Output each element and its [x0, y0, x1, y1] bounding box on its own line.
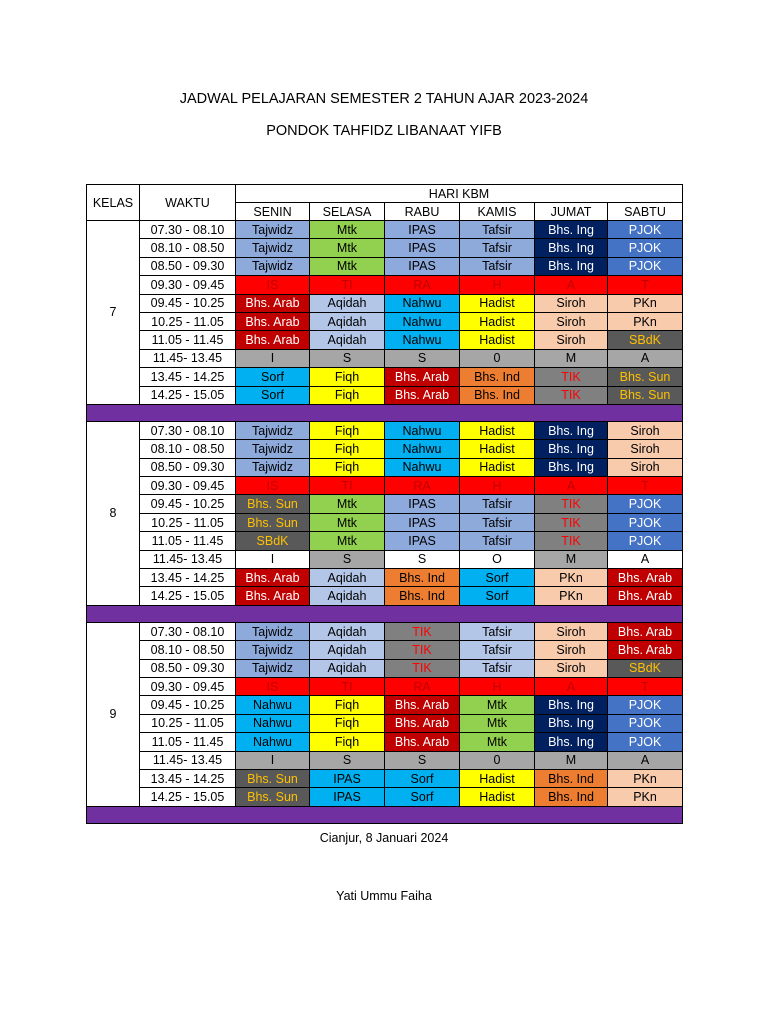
- subject-cell: Hadist: [460, 294, 535, 312]
- subject-cell: Sorf: [385, 788, 460, 806]
- subject-cell: Bhs. Ind: [460, 386, 535, 404]
- subject-cell: Nahwu: [236, 733, 310, 751]
- time-slot: 07.30 - 08.10: [140, 421, 236, 439]
- subject-cell: Bhs. Arab: [236, 331, 310, 349]
- time-slot: 08.10 - 08.50: [140, 440, 236, 458]
- subject-cell: S: [385, 751, 460, 769]
- subject-cell: Tajwidz: [236, 257, 310, 275]
- kelas-label: 9: [87, 622, 140, 806]
- subject-cell: PKn: [608, 312, 683, 330]
- subject-cell: Siroh: [535, 641, 608, 659]
- class-separator: [87, 605, 683, 622]
- header-day-jumat: JUMAT: [535, 203, 608, 221]
- subject-cell: IS: [236, 276, 310, 294]
- subject-cell: Aqidah: [310, 331, 385, 349]
- subject-cell: Tafsir: [460, 641, 535, 659]
- schedule-row: [87, 733, 683, 751]
- subject-cell: M: [535, 349, 608, 367]
- schedule-row: [87, 294, 683, 312]
- class-separator: [87, 404, 683, 421]
- schedule-row: [87, 239, 683, 257]
- time-slot: 08.10 - 08.50: [140, 239, 236, 257]
- subject-cell: Bhs. Arab: [385, 368, 460, 386]
- subject-cell: RA: [385, 677, 460, 695]
- subject-cell: TI: [310, 677, 385, 695]
- subject-cell: TIK: [535, 532, 608, 550]
- subject-cell: Siroh: [535, 312, 608, 330]
- schedule-row: [87, 587, 683, 605]
- subject-cell: Bhs. Arab: [236, 587, 310, 605]
- subject-cell: Tafsir: [460, 495, 535, 513]
- schedule-row: [87, 440, 683, 458]
- schedule-row: [87, 312, 683, 330]
- subject-cell: Bhs. Arab: [385, 386, 460, 404]
- subject-cell: Siroh: [535, 294, 608, 312]
- time-slot: 10.25 - 11.05: [140, 714, 236, 732]
- subject-cell: Aqidah: [310, 294, 385, 312]
- schedule-table: [86, 184, 683, 824]
- schedule-row: [87, 622, 683, 640]
- subject-cell: Bhs. Arab: [236, 312, 310, 330]
- subject-cell: Hadist: [460, 458, 535, 476]
- subject-cell: Bhs. Arab: [236, 569, 310, 587]
- subject-cell: Mtk: [310, 239, 385, 257]
- schedule-row: [87, 788, 683, 806]
- subject-cell: Tajwidz: [236, 641, 310, 659]
- subject-cell: Siroh: [535, 659, 608, 677]
- subject-cell: Mtk: [310, 513, 385, 531]
- subject-cell: 0: [460, 349, 535, 367]
- subject-cell: Bhs. Arab: [608, 569, 683, 587]
- schedule-row: [87, 532, 683, 550]
- subject-cell: A: [608, 550, 683, 568]
- schedule-row: [87, 659, 683, 677]
- subject-cell: Aqidah: [310, 641, 385, 659]
- subject-cell: TI: [310, 477, 385, 495]
- schedule-row: [87, 696, 683, 714]
- subject-cell: Nahwu: [385, 331, 460, 349]
- schedule-row: [87, 769, 683, 787]
- subject-cell: PJOK: [608, 714, 683, 732]
- subject-cell: Mtk: [310, 495, 385, 513]
- subject-cell: Tajwidz: [236, 659, 310, 677]
- subject-cell: IPAS: [385, 495, 460, 513]
- subject-cell: Tafsir: [460, 239, 535, 257]
- subject-cell: Aqidah: [310, 569, 385, 587]
- subject-cell: IPAS: [385, 257, 460, 275]
- subject-cell: Bhs. Ind: [385, 587, 460, 605]
- subject-cell: Bhs. Sun: [236, 513, 310, 531]
- signature-name: Yati Ummu Faiha: [336, 889, 432, 903]
- subject-cell: PJOK: [608, 532, 683, 550]
- subject-cell: IPAS: [385, 239, 460, 257]
- subject-cell: Bhs. Ing: [535, 458, 608, 476]
- subject-cell: Tafsir: [460, 221, 535, 239]
- subject-cell: S: [310, 751, 385, 769]
- time-slot: 08.50 - 09.30: [140, 458, 236, 476]
- time-slot: 09.45 - 10.25: [140, 696, 236, 714]
- subject-cell: Bhs. Sun: [608, 368, 683, 386]
- subject-cell: Bhs. Arab: [608, 587, 683, 605]
- subject-cell: RA: [385, 477, 460, 495]
- subject-cell: H: [460, 677, 535, 695]
- schedule-row: [87, 331, 683, 349]
- subject-cell: Siroh: [608, 421, 683, 439]
- subject-cell: S: [385, 550, 460, 568]
- subject-cell: Nahwu: [385, 458, 460, 476]
- subject-cell: Aqidah: [310, 622, 385, 640]
- subject-cell: Tafsir: [460, 659, 535, 677]
- time-slot: 14.25 - 15.05: [140, 386, 236, 404]
- time-slot: 09.45 - 10.25: [140, 294, 236, 312]
- subject-cell: Fiqh: [310, 458, 385, 476]
- subject-cell: Bhs. Ing: [535, 257, 608, 275]
- subject-cell: Bhs. Ing: [535, 221, 608, 239]
- subject-cell: PKn: [608, 294, 683, 312]
- subject-cell: I: [236, 751, 310, 769]
- subject-cell: Sorf: [460, 587, 535, 605]
- subject-cell: Nahwu: [385, 294, 460, 312]
- time-slot: 07.30 - 08.10: [140, 622, 236, 640]
- time-slot: 09.45 - 10.25: [140, 495, 236, 513]
- time-slot: 13.45 - 14.25: [140, 569, 236, 587]
- subject-cell: SBdK: [608, 331, 683, 349]
- subject-cell: Tajwidz: [236, 440, 310, 458]
- time-slot: 09.30 - 09.45: [140, 677, 236, 695]
- subject-cell: Tafsir: [460, 532, 535, 550]
- subject-cell: Hadist: [460, 421, 535, 439]
- subject-cell: IS: [236, 677, 310, 695]
- subject-cell: Sorf: [236, 368, 310, 386]
- subject-cell: T: [608, 677, 683, 695]
- subject-cell: A: [535, 477, 608, 495]
- subject-cell: Nahwu: [385, 312, 460, 330]
- subject-cell: M: [535, 751, 608, 769]
- schedule-row: [87, 276, 683, 294]
- subject-cell: PJOK: [608, 239, 683, 257]
- time-slot: 13.45 - 14.25: [140, 769, 236, 787]
- schedule-row: [87, 349, 683, 367]
- subject-cell: Bhs. Ing: [535, 714, 608, 732]
- subject-cell: PJOK: [608, 696, 683, 714]
- time-slot: 10.25 - 11.05: [140, 513, 236, 531]
- subject-cell: SBdK: [236, 532, 310, 550]
- schedule-row: [87, 513, 683, 531]
- subject-cell: TI: [310, 276, 385, 294]
- schedule-row: [87, 458, 683, 476]
- subject-cell: IPAS: [310, 788, 385, 806]
- subject-cell: PJOK: [608, 221, 683, 239]
- subject-cell: H: [460, 477, 535, 495]
- subject-cell: A: [535, 276, 608, 294]
- subject-cell: PJOK: [608, 733, 683, 751]
- header-day-senin: SENIN: [236, 203, 310, 221]
- document-title: JADWAL PELAJARAN SEMESTER 2 TAHUN AJAR 2023-2024: [179, 91, 589, 107]
- subject-cell: Tajwidz: [236, 421, 310, 439]
- subject-cell: Siroh: [535, 622, 608, 640]
- subject-cell: Tajwidz: [236, 239, 310, 257]
- subject-cell: PJOK: [608, 257, 683, 275]
- time-slot: 11.45- 13.45: [140, 751, 236, 769]
- subject-cell: S: [310, 349, 385, 367]
- schedule-row: [87, 368, 683, 386]
- kelas-label: 7: [87, 221, 140, 405]
- subject-cell: Fiqh: [310, 368, 385, 386]
- subject-cell: Nahwu: [236, 714, 310, 732]
- separator-bar: [87, 404, 683, 421]
- subject-cell: TIK: [535, 495, 608, 513]
- subject-cell: IPAS: [385, 532, 460, 550]
- time-slot: 11.05 - 11.45: [140, 532, 236, 550]
- subject-cell: Mtk: [310, 257, 385, 275]
- subject-cell: Bhs. Ing: [535, 421, 608, 439]
- time-slot: 11.45- 13.45: [140, 550, 236, 568]
- subject-cell: IPAS: [385, 513, 460, 531]
- subject-cell: Sorf: [236, 386, 310, 404]
- subject-cell: Mtk: [460, 733, 535, 751]
- subject-cell: PJOK: [608, 495, 683, 513]
- time-slot: 09.30 - 09.45: [140, 276, 236, 294]
- schedule-row: [87, 550, 683, 568]
- header-day-selasa: SELASA: [310, 203, 385, 221]
- subject-cell: Nahwu: [385, 421, 460, 439]
- subject-cell: Bhs. Sun: [608, 386, 683, 404]
- schedule-row: [87, 495, 683, 513]
- subject-cell: PJOK: [608, 513, 683, 531]
- header-waktu: WAKTU: [140, 185, 236, 221]
- schedule-row: [87, 477, 683, 495]
- subject-cell: Bhs. Sun: [236, 769, 310, 787]
- subject-cell: Hadist: [460, 440, 535, 458]
- subject-cell: Aqidah: [310, 587, 385, 605]
- subject-cell: 0: [460, 751, 535, 769]
- subject-cell: TIK: [385, 622, 460, 640]
- subject-cell: Siroh: [535, 331, 608, 349]
- subject-cell: TIK: [535, 386, 608, 404]
- schedule-row: [87, 751, 683, 769]
- subject-cell: Bhs. Arab: [385, 733, 460, 751]
- subject-cell: Bhs. Ing: [535, 440, 608, 458]
- time-slot: 08.50 - 09.30: [140, 257, 236, 275]
- subject-cell: Nahwu: [236, 696, 310, 714]
- subject-cell: Mtk: [460, 696, 535, 714]
- subject-cell: Hadist: [460, 312, 535, 330]
- subject-cell: Aqidah: [310, 312, 385, 330]
- subject-cell: Bhs. Ing: [535, 239, 608, 257]
- subject-cell: A: [608, 349, 683, 367]
- subject-cell: Fiqh: [310, 421, 385, 439]
- subject-cell: Siroh: [608, 458, 683, 476]
- place-date: Cianjur, 8 Januari 2024: [319, 831, 449, 845]
- subject-cell: S: [385, 349, 460, 367]
- header-hari-kbm: HARI KBM: [236, 185, 683, 203]
- subject-cell: T: [608, 477, 683, 495]
- subject-cell: Bhs. Ing: [535, 696, 608, 714]
- subject-cell: Hadist: [460, 788, 535, 806]
- schedule-row: [87, 257, 683, 275]
- subject-cell: PKn: [535, 569, 608, 587]
- subject-cell: Fiqh: [310, 440, 385, 458]
- schedule-row: [87, 421, 683, 439]
- time-slot: 11.05 - 11.45: [140, 733, 236, 751]
- subject-cell: I: [236, 349, 310, 367]
- subject-cell: PKn: [608, 788, 683, 806]
- subject-cell: Bhs. Ind: [460, 368, 535, 386]
- subject-cell: Tajwidz: [236, 221, 310, 239]
- subject-cell: Aqidah: [310, 659, 385, 677]
- subject-cell: Fiqh: [310, 386, 385, 404]
- class-separator: [87, 806, 683, 823]
- separator-bar: [87, 605, 683, 622]
- time-slot: 11.45- 13.45: [140, 349, 236, 367]
- subject-cell: Bhs. Sun: [236, 495, 310, 513]
- header-day-rabu: RABU: [385, 203, 460, 221]
- document-subtitle: PONDOK TAHFIDZ LIBANAAT YIFB: [266, 123, 502, 139]
- subject-cell: Bhs. Ing: [535, 733, 608, 751]
- time-slot: 08.10 - 08.50: [140, 641, 236, 659]
- subject-cell: Bhs. Arab: [608, 622, 683, 640]
- subject-cell: Bhs. Ind: [535, 788, 608, 806]
- subject-cell: O: [460, 550, 535, 568]
- subject-cell: Siroh: [608, 440, 683, 458]
- subject-cell: Fiqh: [310, 696, 385, 714]
- subject-cell: Sorf: [385, 769, 460, 787]
- schedule-row: [87, 569, 683, 587]
- subject-cell: Hadist: [460, 769, 535, 787]
- subject-cell: TIK: [535, 368, 608, 386]
- time-slot: 14.25 - 15.05: [140, 788, 236, 806]
- subject-cell: Sorf: [460, 569, 535, 587]
- time-slot: 08.50 - 09.30: [140, 659, 236, 677]
- subject-cell: H: [460, 276, 535, 294]
- schedule-row: [87, 386, 683, 404]
- subject-cell: A: [535, 677, 608, 695]
- subject-cell: Fiqh: [310, 714, 385, 732]
- subject-cell: Fiqh: [310, 733, 385, 751]
- time-slot: 11.05 - 11.45: [140, 331, 236, 349]
- subject-cell: TIK: [385, 659, 460, 677]
- subject-cell: A: [608, 751, 683, 769]
- subject-cell: RA: [385, 276, 460, 294]
- subject-cell: Tajwidz: [236, 622, 310, 640]
- subject-cell: I: [236, 550, 310, 568]
- time-slot: 10.25 - 11.05: [140, 312, 236, 330]
- kelas-label: 8: [87, 421, 140, 605]
- subject-cell: Tajwidz: [236, 458, 310, 476]
- subject-cell: S: [310, 550, 385, 568]
- subject-cell: SBdK: [608, 659, 683, 677]
- subject-cell: Bhs. Arab: [385, 714, 460, 732]
- schedule-row: [87, 221, 683, 239]
- header-kelas: KELAS: [87, 185, 140, 221]
- subject-cell: Tafsir: [460, 622, 535, 640]
- subject-cell: M: [535, 550, 608, 568]
- subject-cell: Bhs. Ind: [385, 569, 460, 587]
- subject-cell: TIK: [535, 513, 608, 531]
- subject-cell: Bhs. Arab: [608, 641, 683, 659]
- subject-cell: Mtk: [310, 221, 385, 239]
- schedule-row: [87, 641, 683, 659]
- subject-cell: Bhs. Ind: [535, 769, 608, 787]
- time-slot: 09.30 - 09.45: [140, 477, 236, 495]
- header-day-kamis: KAMIS: [460, 203, 535, 221]
- subject-cell: Tafsir: [460, 257, 535, 275]
- subject-cell: Hadist: [460, 331, 535, 349]
- subject-cell: IPAS: [310, 769, 385, 787]
- schedule-row: [87, 714, 683, 732]
- subject-cell: T: [608, 276, 683, 294]
- subject-cell: Mtk: [460, 714, 535, 732]
- subject-cell: PKn: [608, 769, 683, 787]
- subject-cell: Nahwu: [385, 440, 460, 458]
- subject-cell: PKn: [535, 587, 608, 605]
- subject-cell: Mtk: [310, 532, 385, 550]
- subject-cell: Bhs. Arab: [236, 294, 310, 312]
- subject-cell: Bhs. Sun: [236, 788, 310, 806]
- separator-bar: [87, 806, 683, 823]
- time-slot: 13.45 - 14.25: [140, 368, 236, 386]
- time-slot: 07.30 - 08.10: [140, 221, 236, 239]
- subject-cell: Bhs. Arab: [385, 696, 460, 714]
- schedule-row: [87, 677, 683, 695]
- subject-cell: TIK: [385, 641, 460, 659]
- time-slot: 14.25 - 15.05: [140, 587, 236, 605]
- header-day-sabtu: SABTU: [608, 203, 683, 221]
- subject-cell: IS: [236, 477, 310, 495]
- subject-cell: Tafsir: [460, 513, 535, 531]
- subject-cell: IPAS: [385, 221, 460, 239]
